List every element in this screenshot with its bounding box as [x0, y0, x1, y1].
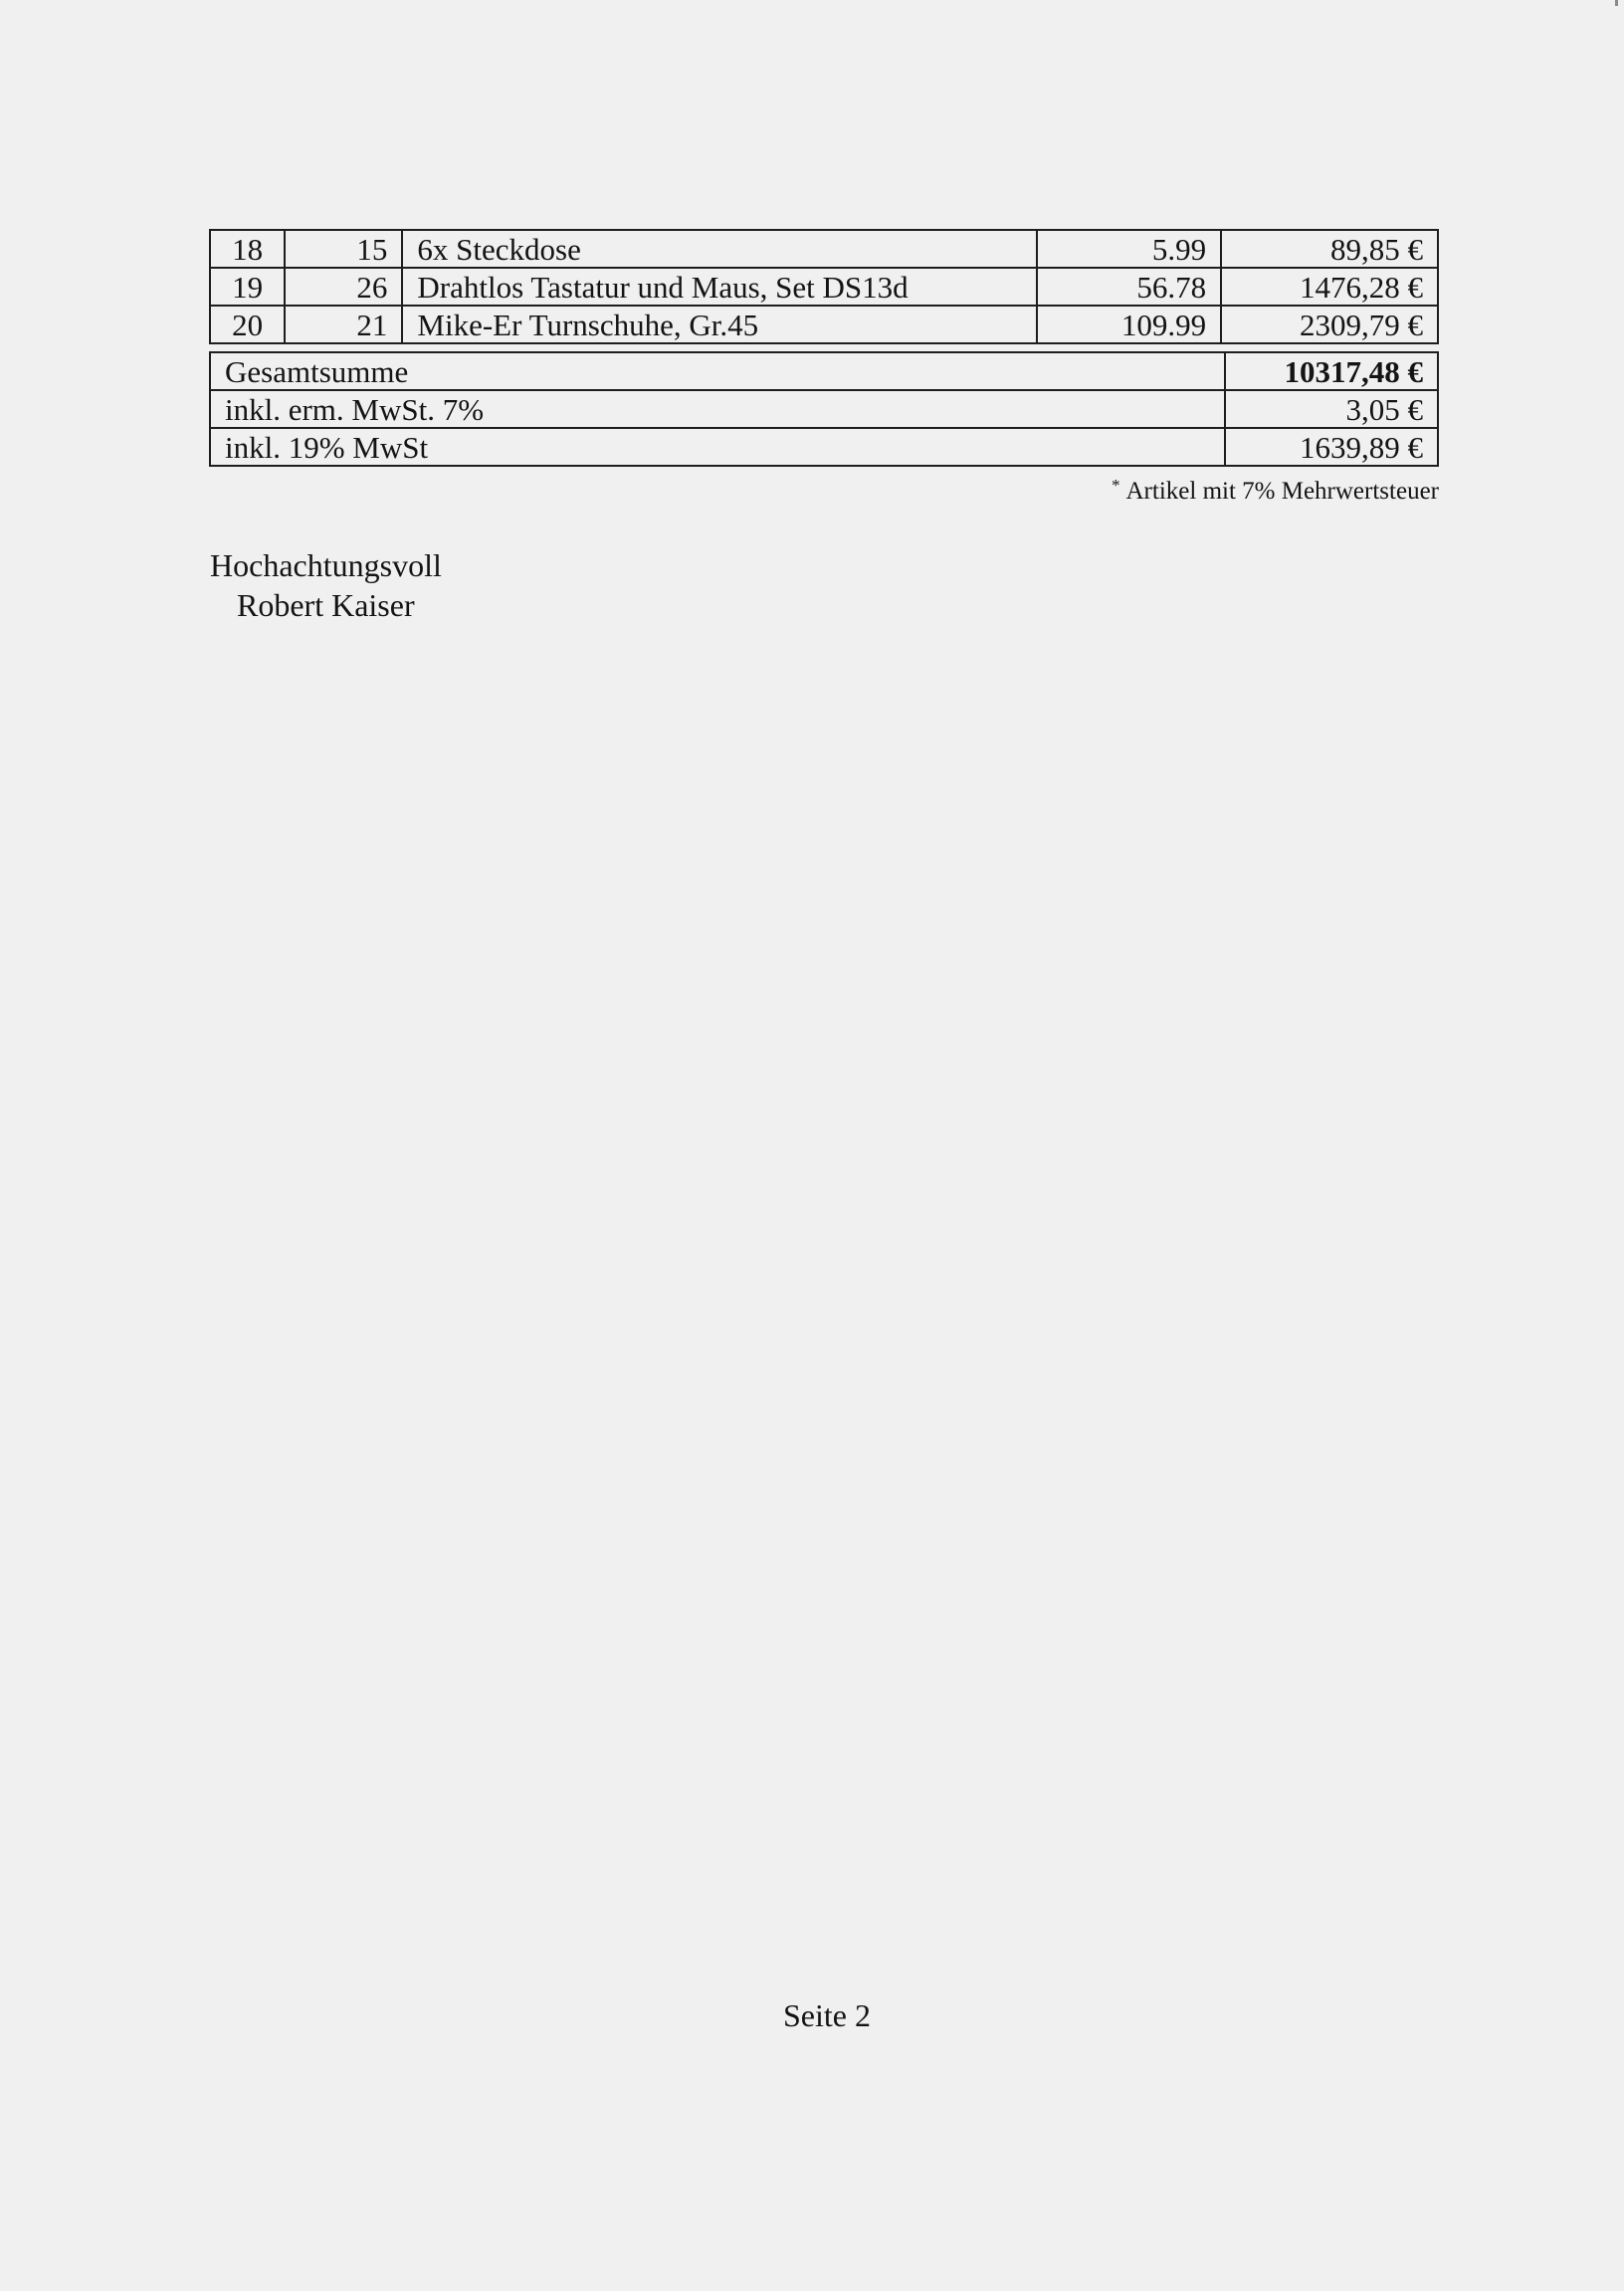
item-description: 6x Steckdose	[402, 230, 1036, 268]
totals-table	[209, 351, 1439, 467]
table-row	[210, 230, 1438, 268]
closing-block	[210, 545, 442, 625]
item-unit-price: 109.99	[1037, 306, 1221, 343]
signer-name: Robert Kaiser	[237, 587, 415, 623]
grand-total-row	[210, 352, 1438, 390]
item-total: 89,85 €	[1221, 230, 1438, 268]
reduced-vat-label: inkl. erm. MwSt. 7%	[210, 390, 1225, 428]
item-total: 2309,79 €	[1221, 306, 1438, 343]
items-table	[209, 229, 1439, 344]
item-quantity: 21	[285, 306, 402, 343]
table-row	[210, 306, 1438, 343]
item-description: Drahtlos Tastatur und Maus, Set DS13d	[402, 268, 1036, 306]
item-total: 1476,28 €	[1221, 268, 1438, 306]
grand-total-label: Gesamtsumme	[210, 352, 1225, 390]
footnote-marker: *	[1112, 476, 1120, 495]
reduced-vat-value: 3,05 €	[1225, 390, 1438, 428]
reduced-vat-row	[210, 390, 1438, 428]
table-row	[210, 268, 1438, 306]
item-position: 20	[210, 306, 285, 343]
standard-vat-value: 1639,89 €	[1225, 428, 1438, 466]
item-unit-price: 5.99	[1037, 230, 1221, 268]
item-description: Mike-Er Turnschuhe, Gr.45	[402, 306, 1036, 343]
item-position: 18	[210, 230, 285, 268]
footnote-text: Artikel mit 7% Mehrwertsteuer	[1125, 478, 1439, 505]
scan-mark	[1615, 0, 1618, 6]
closing-greeting: Hochachtungsvoll	[210, 547, 442, 583]
page-number: Seite 2	[783, 1997, 871, 2033]
item-position: 19	[210, 268, 285, 306]
item-quantity: 26	[285, 268, 402, 306]
standard-vat-label: inkl. 19% MwSt	[210, 428, 1225, 466]
standard-vat-row	[210, 428, 1438, 466]
grand-total-value: 10317,48 €	[1225, 352, 1438, 390]
item-quantity: 15	[285, 230, 402, 268]
vat-footnote	[1112, 476, 1439, 506]
item-unit-price: 56.78	[1037, 268, 1221, 306]
